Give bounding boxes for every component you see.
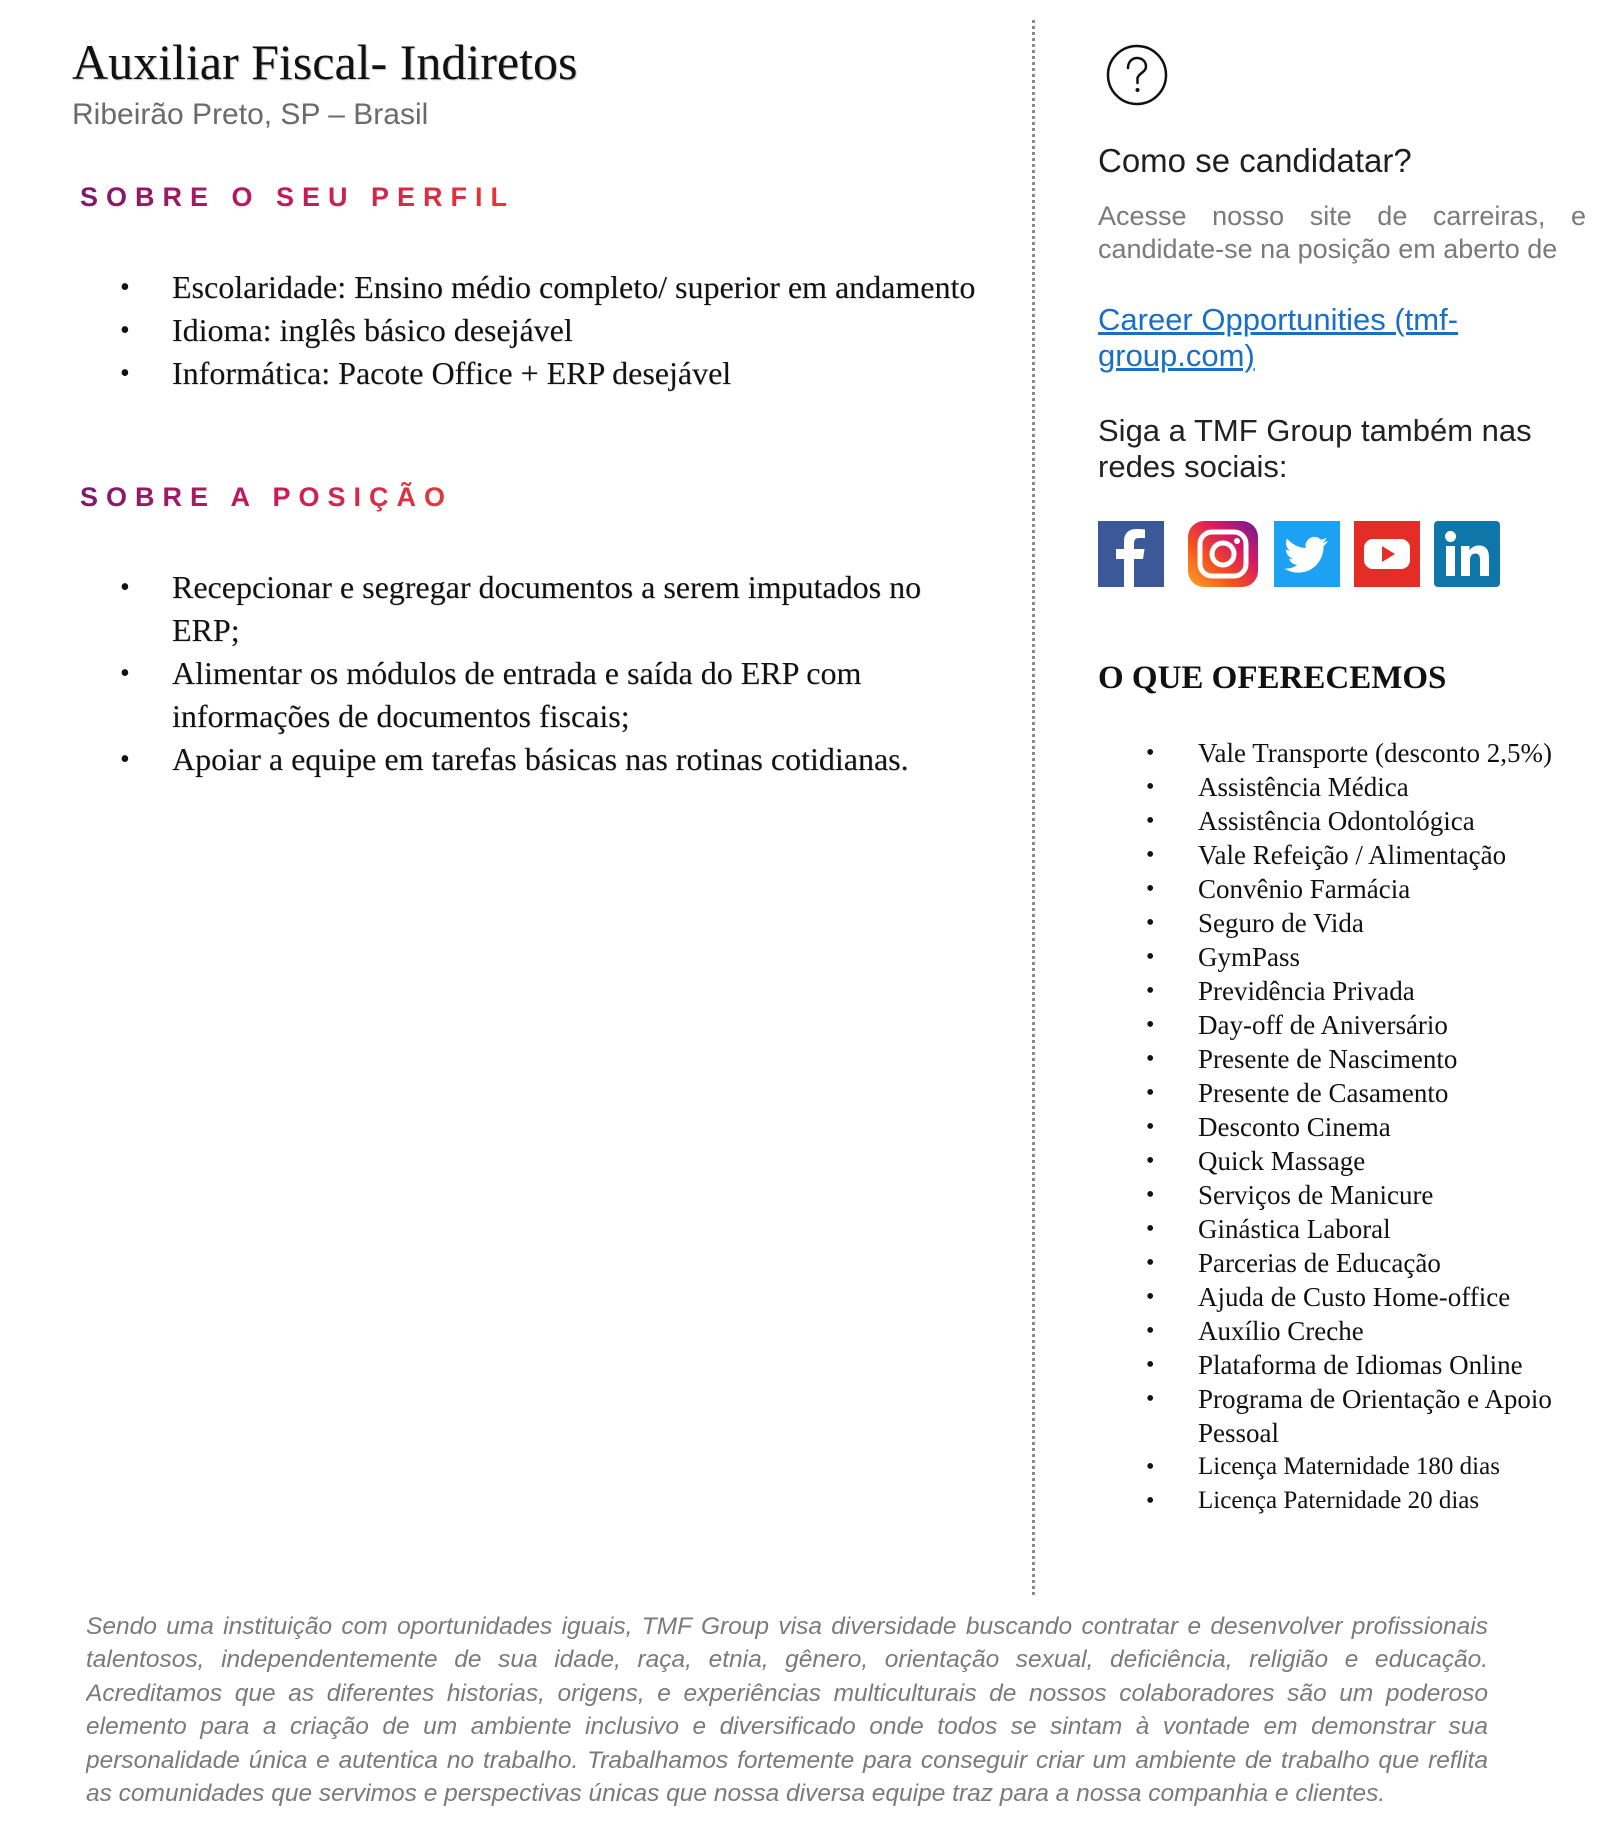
linkedin-icon[interactable] [1434, 521, 1500, 587]
facebook-icon[interactable] [1098, 521, 1164, 587]
list-item: • Seguro de Vida [1146, 906, 1586, 940]
offers-list [1146, 736, 1586, 1518]
list-item: • Idioma: inglês básico desejável [120, 309, 980, 352]
job-title: Auxiliar Fiscal- Indiretos [72, 34, 578, 90]
profile-heading: SOBRE O SEU PERFIL [80, 182, 516, 212]
list-item: • GymPass [1146, 940, 1586, 974]
list-item: • Auxílio Creche [1146, 1314, 1586, 1348]
list-item: • Recepcionar e segregar documentos a serem imputados no ERP; [120, 566, 980, 652]
list-item: • Licença Paternidade 20 dias [1146, 1484, 1586, 1518]
list-item: • Ajuda de Custo Home-office [1146, 1280, 1586, 1314]
list-item: • Escolaridade: Ensino médio completo/ superior em andamento [120, 266, 980, 309]
position-heading: SOBRE A POSIÇÃO [80, 482, 454, 512]
youtube-icon[interactable] [1354, 521, 1420, 587]
job-location: Ribeirão Preto, SP – Brasil [72, 98, 429, 131]
follow-social-text: Siga a TMF Group também nas redes sociais: [1098, 413, 1532, 484]
column-divider [1032, 20, 1035, 1595]
list-item: • Plataforma de Idiomas Online [1146, 1348, 1586, 1382]
question-circle-icon [1106, 44, 1168, 106]
list-item: • Licença Maternidade 180 dias [1146, 1450, 1586, 1484]
position-list [120, 566, 980, 781]
list-item: • Serviços de Manicure [1146, 1178, 1586, 1212]
list-item: • Day-off de Aniversário [1146, 1008, 1586, 1042]
list-item: • Convênio Farmácia [1146, 872, 1586, 906]
list-item: • Vale Transporte (desconto 2,5%) [1146, 736, 1586, 770]
list-item: • Presente de Casamento [1146, 1076, 1586, 1110]
offers-title: O QUE OFERECEMOS [1098, 660, 1447, 696]
apply-text: Acesse nosso site de carreiras, e candidate-se na posição em aberto de [1098, 201, 1586, 264]
list-item: • Vale Refeição / Alimentação [1146, 838, 1586, 872]
list-item: • Previdência Privada [1146, 974, 1586, 1008]
apply-title: Como se candidatar? [1098, 142, 1412, 179]
diversity-statement: Sendo uma instituição com oportunidades iguais, TMF Group visa diversidade buscando contratar e desenvolver profissionais talentosos, independentemente de sua idade, raça, etnia, gênero, orientação sexual, deficiência, religião e educação. Acreditamos que as diferentes historias, origens, e experiências multiculturais de nossos colaboradores são um poderoso elemento para a criação de um ambiente inclusivo e diversificado onde todos se sintam à vontade em demonstrar sua personalidade única e autentica no trabalho. Trabalhamos fortemente para conseguir criar um ambiente de trabalho que reflita as comunidades que servimos e perspectivas únicas que nossa diversa equipe traz para a nossa companhia e clientes. [86, 1613, 1488, 1808]
twitter-icon[interactable] [1274, 521, 1340, 587]
list-item: • Alimentar os módulos de entrada e saída do ERP com informações de documentos fiscais; [120, 652, 980, 738]
list-item: • Quick Massage [1146, 1144, 1586, 1178]
list-item: • Desconto Cinema [1146, 1110, 1586, 1144]
list-item: • Apoiar a equipe em tarefas básicas nas rotinas cotidianas. [120, 738, 980, 781]
list-item: • Parcerias de Educação [1146, 1246, 1586, 1280]
list-item: • Ginástica Laboral [1146, 1212, 1586, 1246]
career-opportunities-link[interactable]: Career Opportunities (tmf-group.com) [1098, 302, 1459, 373]
instagram-icon[interactable] [1186, 521, 1260, 587]
list-item: • Programa de Orientação e Apoio Pessoal [1146, 1382, 1586, 1450]
profile-list [120, 266, 980, 395]
list-item: • Assistência Médica [1146, 770, 1586, 804]
list-item: • Informática: Pacote Office + ERP desejável [120, 352, 980, 395]
list-item: • Presente de Nascimento [1146, 1042, 1586, 1076]
list-item: • Assistência Odontológica [1146, 804, 1586, 838]
